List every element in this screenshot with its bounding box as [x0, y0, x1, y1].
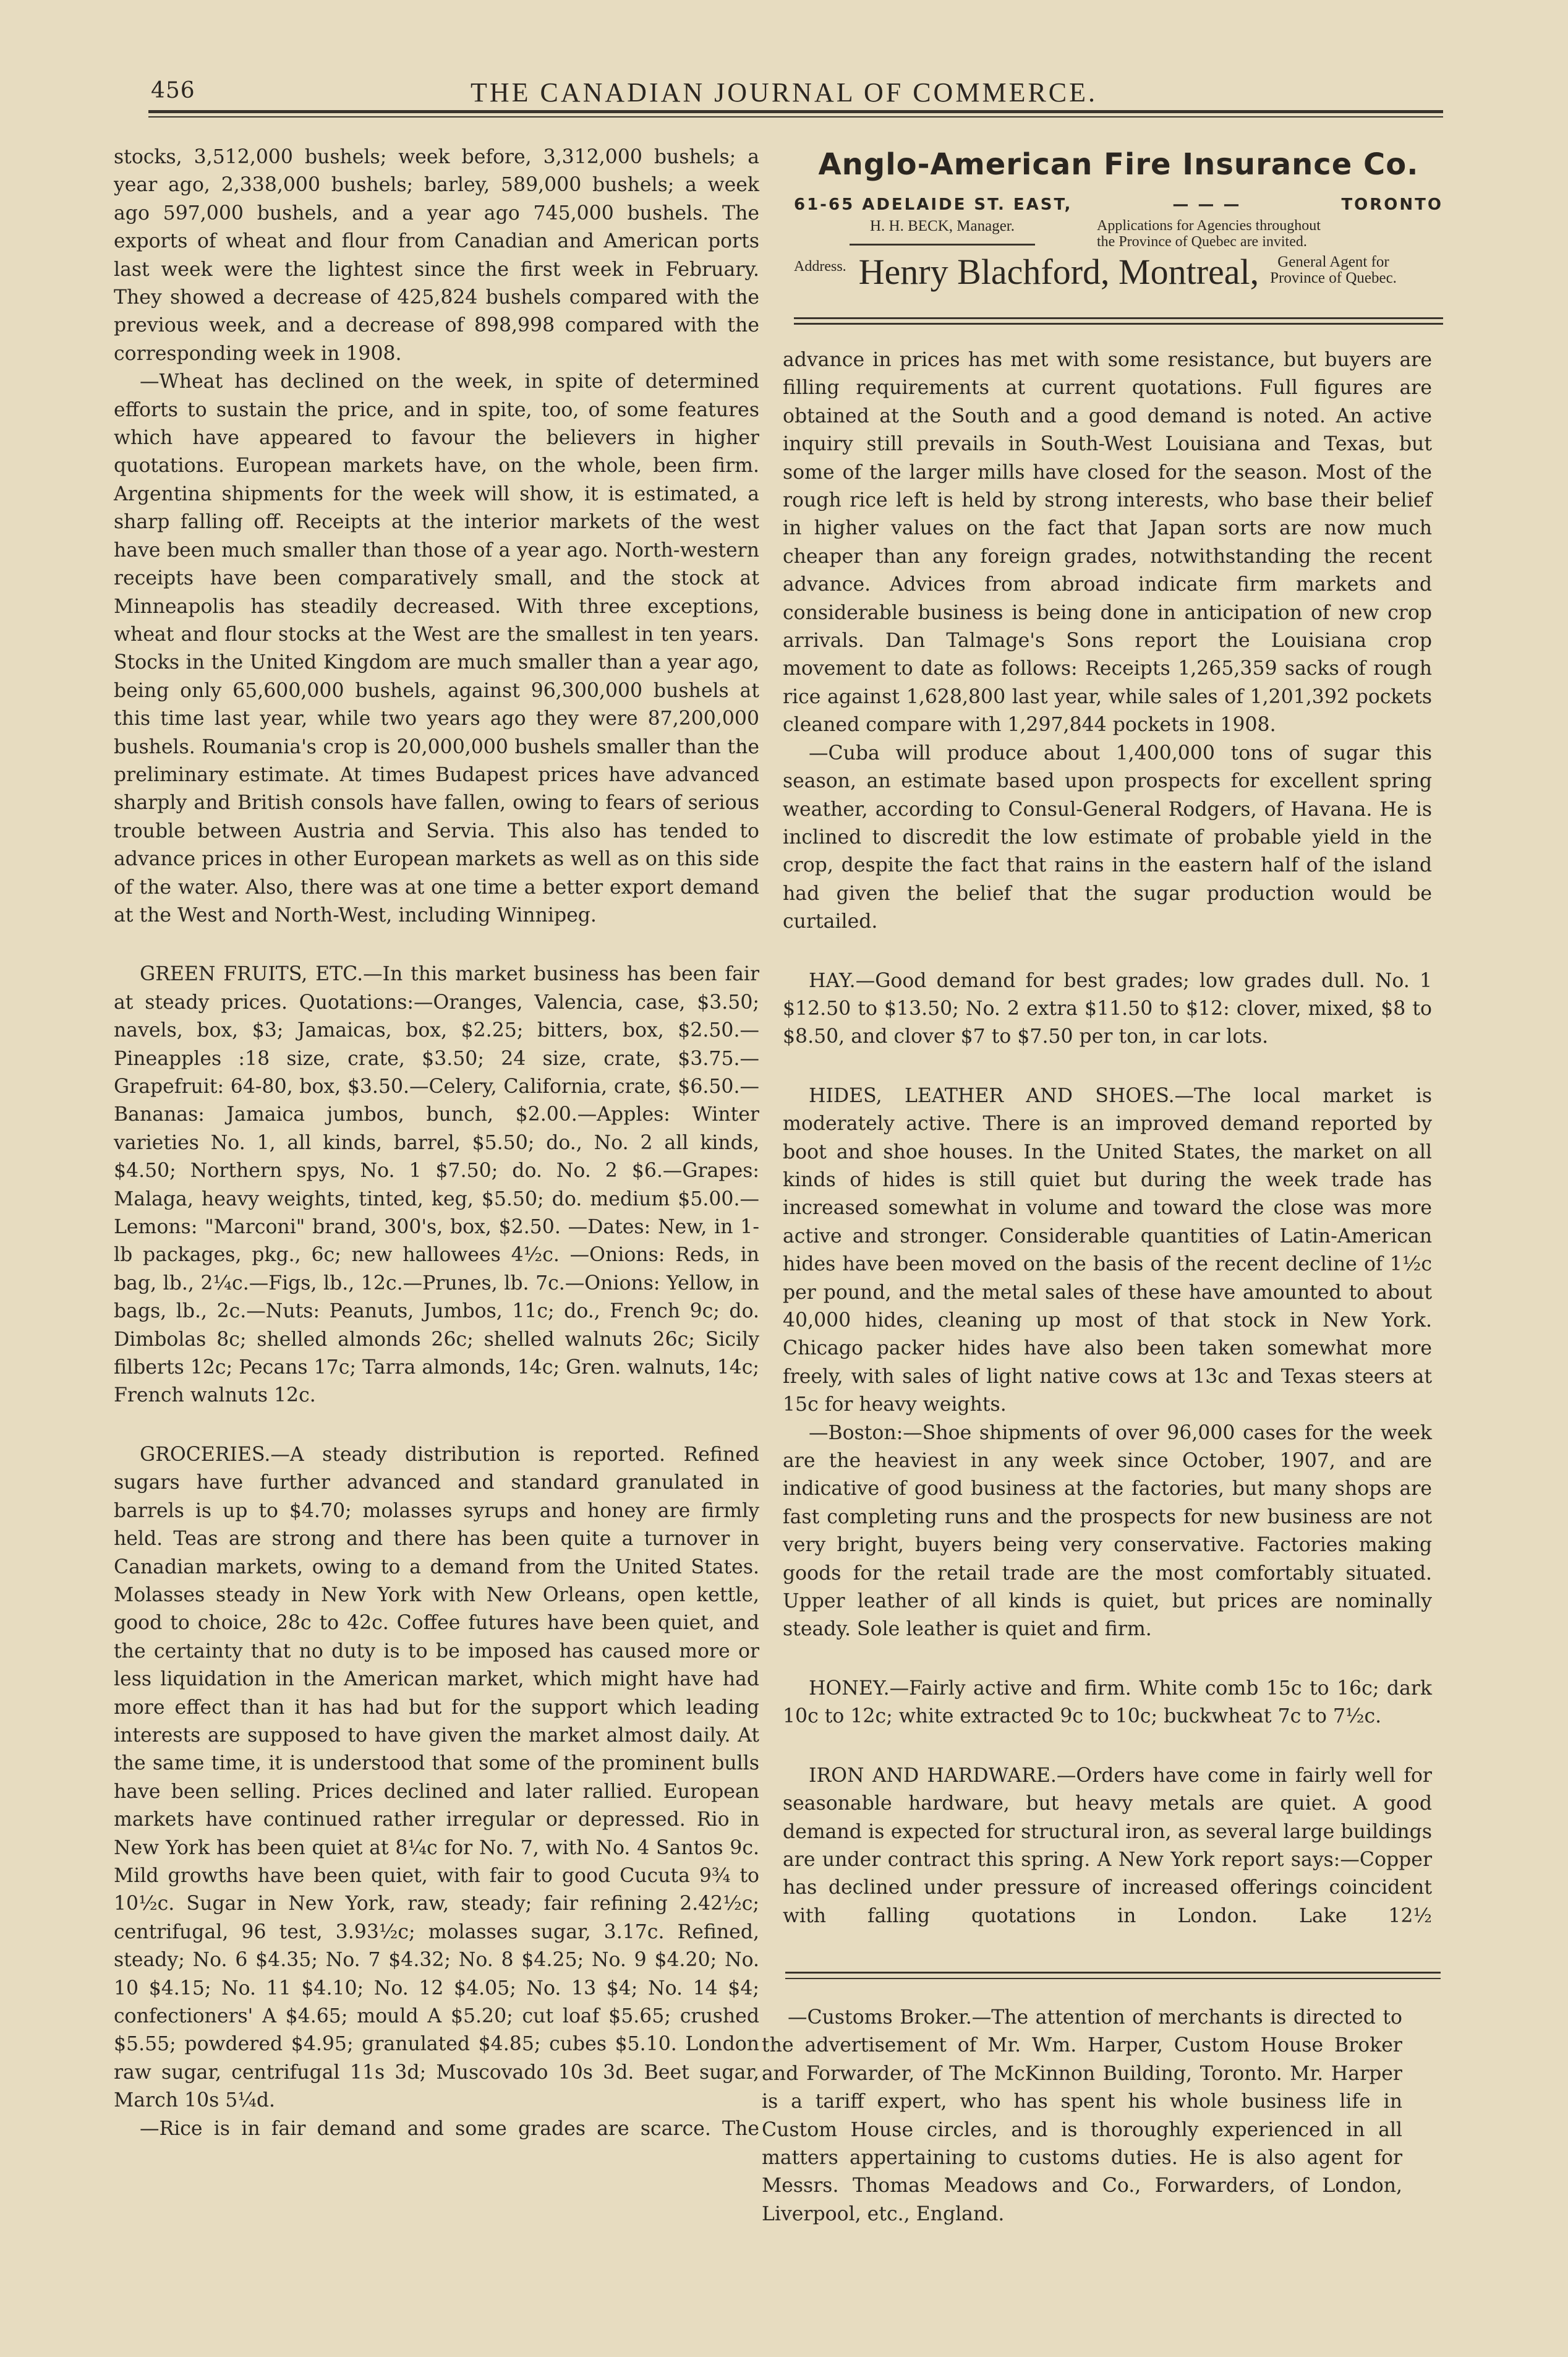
article-iron-hardware: IRON AND HARDWARE.—Orders have come in fairly well for seasonable hardware, but heavy metals are quiet. A good demand is expected for structural iron, as several large buildings are under contract this spring. A New York report says:—Copper has declined under pressure of increased offerings coincident with falling quotations in London. Lake 12½: [783, 1764, 1432, 1927]
article-hay: HAY.—Good demand for best grades; low grades dull. No. 1 $12.50 to $13.50; No. 2 extra $11.50 to $12: clover, mixed, $8 to $8.50, and clover $7 to $7.50 per ton, in car lots.: [783, 969, 1432, 1048]
article-groceries: GROCERIES.—A steady distribution is reported. Refined sugars have further advanced and standard granulated in barrels is up to $4.70; molasses syrups and honey are firmly held. Teas are strong and there has been quite a turnover in Canadian markets, owing to a demand from the United States. Molasses steady in New York with New Orleans, open kettle, good to choice, 28c to 42c. Coffee futures have been quiet, and the certainty that no duty is to be imposed has caused more or less liquidation in the American market, which might have had more effect than it has had but for the support which leading interests are supposed to have given the market almost daily. At the same time, it is understood that some of the prominent bulls have been selling. Prices declined and later rallied. European markets have continued rather irregular or depressed. Rio in New York has been quiet at 8¼c for No. 7, with No. 4 Santos 9c. Mild growths have been quiet, with fair to good Cucuta 9¾ to 10½c. Sugar in New York, raw, steady; fair refining 2.42½c; centrifugal, 96 test, 3.93½c; molasses sugar, 3.17c. Refined, steady; No. 6 $4.35; No. 7 $4.32; No. 8 $4.25; No. 9 $4.20; No. 10 $4.15; No. 11 $4.10; No. 12 $4.05; No. 13 $4; No. 14 $4; confectioners' A $4.65; mould A $5.20; cut loaf $5.65; crushed $5.55; powdered $4.95; granulated $4.85; cubes $5.10. London raw sugar, centrifugal 11s 3d; Muscovado 10s 3d. Beet sugar, March 10s 5¼d.: [114, 1443, 759, 2112]
article-customs-broker: —Customs Broker.—The attention of merchants is directed to the advertisement of Mr. Wm. Harper, Custom House Broker and Forwarder, of The McKinnon Building, Toronto. Mr. Harper is a tariff expert, who has spent his whole business life in Custom House circles, and is thoroughly experienced in all matters appertaining to customs duties. He is also agent for Messrs. Thomas Meadows and Co., Forwarders, of London, Liverpool, etc., England.: [762, 2006, 1402, 2225]
article-green-fruits: GREEN FRUITS, ETC.—In this market business has been fair at steady prices. Quotations:—Oranges, Valencia, case, $3.50; navels, box, $3; Jamaicas, box, $2.25; bitters, box, $2.50.—Pineapples :18 size, crate, $3.50; 24 size, crate, $3.75.—Grapefruit: 64-80, box, $3.50.—Celery, California, crate, $6.50.—Bananas: Jamaica jumbos, bunch, $2.00.—Apples: Winter varieties No. 1, all kinds, barrel, $5.50; do., No. 2 all kinds, $4.50; Northern spys, No. 1 $7.50; do. No. 2 $6.—Grapes: Malaga, heavy weights, tinted, keg, $5.50; do. medium $5.00.—Lemons: "Marconi" brand, 300's, box, $2.50. —Dates: New, in 1-lb packages, pkg., 6c; new hallowees 4½c. —Onions: Reds, in bag, lb., 2¼c.—Figs, lb., 12c.—Prunes, lb. 7c.—Onions: Yellow, in bags, lb., 2c.—Nuts: Peanuts, Jumbos, 11c; do., French 9c; do. Dimbolas 8c; shelled almonds 26c; shelled walnuts 26c; Sicily filberts 12c; Pecans 17c; Tarra almonds, 14c; Gren. walnuts, 14c; French walnuts 12c.: [114, 963, 759, 1407]
ad-street: 61-65 ADELAIDE ST. EAST,: [794, 195, 1073, 214]
column-rule-bottom: [785, 1978, 1441, 1979]
right-column-upper: [783, 346, 1432, 1930]
ad-manager: H. H. BECK, Manager.: [870, 218, 1015, 234]
article-boston-shoes: —Boston:—Shoe shipments of over 96,000 cases for the week are the heaviest in any week since October, 1907, and are indicative of good business at the factories, but many shops are fast completing runs and the prospects for new business are not very bright, buyers being very conservative. Factories making goods for the retail trade are the most comfortably situated. Upper leather of all kinds is quiet, but prices are nominally steady. Sole leather is quiet and firm.: [783, 1421, 1432, 1641]
ad-applications-line-1: Applications for Agencies throughout: [1097, 218, 1321, 234]
right-column-lower: [762, 2004, 1402, 2228]
ad-manager-rule: [850, 244, 1035, 246]
ad-rule-top: [794, 317, 1443, 319]
ad-agent-title: [1270, 254, 1397, 286]
ad-rule-bottom: [794, 323, 1443, 325]
journal-title: THE CANADIAN JOURNAL OF COMMERCE.: [470, 77, 1098, 108]
article-grain-stocks: stocks, 3,512,000 bushels; week before, 3,312,000 bushels; a year ago, 2,338,000 bushels; barley, 589,000 bushels; a week ago 597,000 bushels, and a year ago 745,000 bushels. The exports of wheat and flour from Canadian and American ports last week were the lightest since the first week in February. They showed a decrease of 425,824 bushels compared with the previous week, and a decrease of 898,998 compared with the corresponding week in 1908.: [114, 146, 759, 365]
ad-company-name: Anglo-American Fire Insurance Co.: [818, 147, 1419, 182]
header-rule-thick: [148, 110, 1443, 113]
article-wheat: —Wheat has declined on the week, in spite of determined efforts to sustain the price, and in spite, too, of some features which have appeared to favour the believers in higher quotations. European markets have, on the whole, been firm. Argentina shipments for the week will show, it is estimated, a sharp falling off. Receipts at the interior markets of the west have been much smaller than those of a year ago. North-western receipts have been comparatively small, and the stock at Minneapolis has steadily decreased. With three exceptions, wheat and flour stocks at the West are the smallest in ten years. Stocks in the United Kingdom are much smaller than a year ago, being only 65,600,000 bushels, against 96,300,000 bushels at this time last year, while two years ago they were 87,200,000 bushels. Roumania's crop is 20,000,000 bushels smaller than the preliminary estimate. At times Budapest prices have advanced sharply and British consols have fallen, owing to fears of serious trouble between Austria and Servia. This also has tended to advance prices in other European markets as well as on this side of the water. Also, there was at one time a better export demand at the West and North-West, including Winnipeg.: [114, 370, 759, 926]
article-honey: HONEY.—Fairly active and firm. White comb 15c to 16c; dark 10c to 12c; white extracted 9c to 10c; buckwheat 7c to 7½c.: [783, 1677, 1432, 1728]
ad-agent-name: Henry Blachford, Montreal,: [858, 252, 1259, 292]
page-number: 456: [151, 78, 195, 103]
left-column: [114, 143, 759, 2143]
header-rule-thin: [148, 116, 1443, 118]
ad-manager-row: [794, 218, 1443, 250]
ad-agent-title-line-2: Province of Quebec.: [1270, 270, 1397, 286]
ad-address-line: [794, 195, 1443, 214]
article-rice-continued: advance in prices has met with some resistance, but buyers are filling requirements at current quotations. Full figures are obtained at the South and a good demand is noted. An active inquiry still prevails in South-West Louisiana and Texas, but some of the larger mills have closed for the season. Most of the rough rice left is held by strong interests, who base their belief in higher values on the fact that Japan sorts are now much cheaper than any foreign grades, notwithstanding the recent advance. Advices from abroad indicate firm markets and considerable business is being done in anticipation of new crop arrivals. Dan Talmage's Sons report the Louisiana crop movement to date as follows: Receipts 1,265,359 sacks of rough rice against 1,628,800 last year, while sales of 1,201,392 pockets cleaned compare with 1,297,844 pockets in 1908.: [783, 349, 1432, 737]
article-cuba-sugar: —Cuba will produce about 1,400,000 tons of sugar this season, an estimate based upon prospects for excellent spring weather, according to Consul-General Rodgers, of Havana. He is inclined to discredit the low estimate of probable yield in the crop, despite the fact that rains in the eastern half of the island had given the belief that the sugar production would be curtailed.: [783, 742, 1432, 933]
ad-applications: [1097, 218, 1321, 250]
ad-address-label: Address.: [794, 259, 846, 275]
ad-agent-title-line-1: General Agent for: [1277, 254, 1389, 270]
insurance-advertisement: [794, 147, 1443, 293]
ad-dashes: — — —: [1172, 195, 1242, 214]
article-rice-start: —Rice is in fair demand and some grades are scarce. The: [140, 2117, 759, 2140]
column-rule-top: [785, 1972, 1441, 1974]
article-hides-leather-shoes: HIDES, LEATHER AND SHOES.—The local market is moderately active. There is an improved demand reported by boot and shoe houses. In the United States, the market on all kinds of hides is still quiet but during the week trade has increased somewhat in volume and toward the close was more active and stronger. Considerable quantities of Latin-American hides have been moved on the basis of the recent decline of 1½c per pound, and the metal sales of these have amounted to about 40,000 hides, cleaning up most of that stock in New York. Chicago packer hides have also been taken somewhat more freely, with sales of light native cows at 13c and Texas steers at 15c for heavy weights.: [783, 1084, 1432, 1416]
ad-city: TORONTO: [1341, 195, 1443, 214]
ad-applications-line-2: the Province of Quebec are invited.: [1097, 234, 1307, 250]
ad-agent-row: [794, 251, 1443, 293]
